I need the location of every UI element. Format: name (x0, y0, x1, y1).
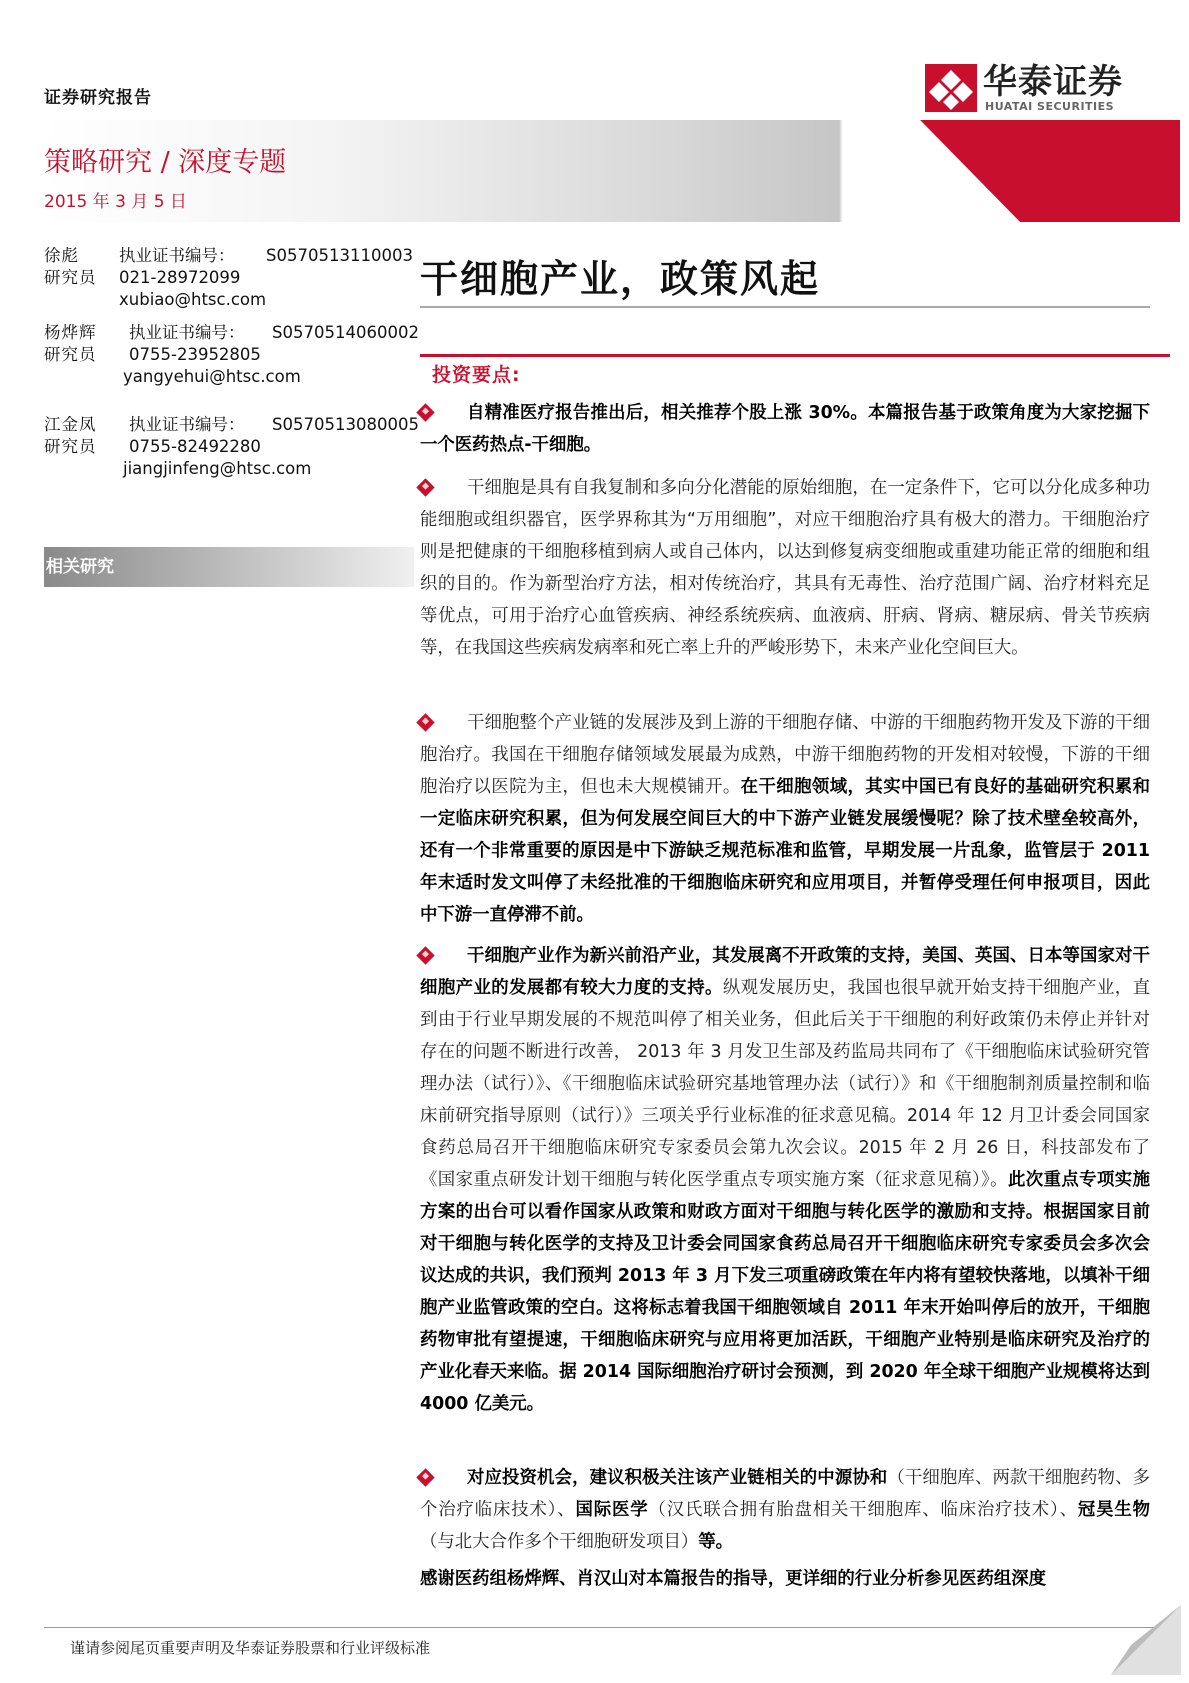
company-guoji-desc: （汉氏联合拥有胎盘相关干细胞库、临床治疗技术）、 (648, 1500, 1078, 1520)
company-guoji: 国际医学 (575, 1500, 649, 1520)
paragraph-6-text: 感谢医药组杨烨辉、肖汉山对本篇报告的指导，更详细的行业分析参见医药组深度 (420, 1569, 1047, 1589)
analyst-cert-label: 执业证书编号： (129, 415, 245, 434)
logo-cn-text: 华泰证券 (983, 62, 1123, 102)
paragraph-3-plain: 干细胞整个产业链的发展涉及到上游的干细胞存储、中游的干细胞药物开发及下游的干细胞治疗。我国在干细胞存储领域发展最为成熟，中游干细胞药物的开发相对较慢，下游的干细胞治疗以医院为主，但也未大规模铺开。 (420, 713, 1150, 797)
footer-disclaimer: 谨请参阅尾页重要声明及华泰证券股票和行业评级标准 (70, 1639, 431, 1657)
report-category: 策略研究 / 深度专题 (44, 147, 287, 178)
paragraph-5-text (420, 1462, 1150, 1558)
analyst-cert: S0570513110003 (266, 246, 413, 265)
paragraph-3-bold: 在干细胞领域，其实中国已有良好的基础研究积累和一定临床研究积累，但为何发展空间巨大的中下游产业链发展缓慢呢？除了技术壁垒较高外，还有一个非常重要的原因是中下游缺乏规范标准和监管，早期发展一片乱象，监管层于 2011 年末适时发文叫停了未经批准的干细胞临床研究和应用项目，并暂停受理任何申报项目，因此中下游一直停滞不前。 (420, 777, 1150, 925)
banner-red-shape (880, 120, 1180, 222)
analyst-phone: 021-28972099 (119, 268, 241, 287)
analyst-email[interactable]: jiangjinfeng@htsc.com (123, 459, 312, 478)
paragraph-3-text (420, 707, 1150, 931)
analyst-cert-label: 执业证书编号： (129, 323, 245, 342)
paragraph-5 (420, 1462, 1150, 1558)
analyst-card (44, 414, 424, 480)
paragraph-4-bold-a: 干细胞产业作为新兴前沿产业，其发展离不开政策的支持，美国、英国、日本等国家对干细胞产业的发展都有较大力度的支持。 (420, 946, 1150, 998)
analyst-name: 杨烨辉 (44, 323, 97, 342)
analyst-card (44, 245, 424, 311)
analyst-title: 研究员 (44, 437, 97, 456)
company-guanhao-desc: （与北大合作多个干细胞研发项目） (420, 1532, 699, 1552)
paragraph-2 (420, 472, 1150, 664)
company-zhongyuan: 对应投资机会，建议积极关注该产业链相关的中源协和 (467, 1468, 888, 1488)
company-zhongyuan-desc: （干细胞库、两款干细胞药物、多个治疗临床技术）、 (420, 1468, 1150, 1520)
analyst-card (44, 322, 424, 388)
footer-divider (44, 1627, 1180, 1628)
huatai-logo-icon (925, 64, 977, 112)
analyst-title: 研究员 (44, 345, 97, 364)
related-research-header (44, 547, 414, 587)
paragraph-4-bold-b: 此次重点专项实施方案的出台可以看作国家从政策和财政方面对干细胞与转化医学的激励和支持。根据国家目前对干细胞与转化医学的支持及卫计委会同国家食药总局召开干细胞临床研究专家委员会多次会议达成的共识，我们预判 2013 年 3 月下发三项重磅政策在年内将有望较快落地，以填补干细胞产业监管政策的空白。这将标志着我国干细胞领域自 2011 年末开始叫停后的放开，干细胞药物审批有望提速，干细胞临床研究与应用将更加活跃，干细胞产业特别是临床研究及治疗的产业化春天来临。据 2014 国际细胞治疗研讨会预测，到 2020 年全球干细胞产业规模将达到 4000 亿美元。 (420, 1170, 1150, 1414)
related-research-label: 相关研究 (46, 557, 114, 577)
huatai-logo (925, 62, 1125, 114)
highlights-label: 投资要点: (432, 364, 521, 386)
paragraph-1 (420, 397, 1150, 461)
company-guanhao: 冠昊生物 (1077, 1500, 1150, 1520)
paragraph-4-text (420, 940, 1150, 1420)
analyst-cert: S0570514060002 (272, 323, 419, 342)
analyst-name: 江金凤 (44, 415, 97, 434)
logo-en-text: HUATAI SECURITIES (985, 100, 1115, 113)
paragraph-4 (420, 940, 1150, 1420)
analyst-phone: 0755-82492280 (129, 437, 261, 456)
analyst-email[interactable]: xubiao@htsc.com (119, 290, 267, 309)
paragraph-1-text: 自精准医疗报告推出后，相关推荐个股上涨 30%。本篇报告基于政策角度为大家挖掘下一个医药热点-干细胞。 (420, 403, 1150, 455)
analyst-email[interactable]: yangyehui@htsc.com (123, 367, 301, 386)
analyst-name: 徐彪 (44, 246, 79, 265)
analyst-cert: S0570513080005 (272, 415, 419, 434)
paragraph-2-text: 干细胞是具有自我复制和多向分化潜能的原始细胞，在一定条件下，它可以分化成多种功能细胞或组织器官，医学界称其为“万用细胞”，对应干细胞治疗具有极大的潜力。干细胞治疗则是把健康的干细胞移植到病人或自己体内，以达到修复病变细胞或重建功能正常的细胞和组织的目的。作为新型治疗方法，相对传统治疗，其具有无毒性、治疗范围广阔、治疗材料充足等优点，可用于治疗心血管疾病、神经系统疾病、血液病、肝病、肾病、糖尿病、骨关节疾病等，在我国这些疾病发病率和死亡率上升的严峻形势下，未来产业化空间巨大。 (420, 478, 1150, 658)
title-divider (420, 306, 1150, 308)
paragraph-4-plain: 纵观发展历史，我国也很早就开始支持干细胞产业，直到由于行业早期发展的不规范叫停了相关业务，但此后关于干细胞的利好政策仍未停止并针对存在的问题不断进行改善， 2013 年 3 月发卫生部及药监局共同布了《干细胞临床试验研究管理办法（试行）》、《干细胞临床试验研究基地管理办法（试行）》和《干细胞制剂质量控制和临床前研究指导原则（试行）》三项关乎行业标准的征求意见稿。2014 年 12 月卫计委会同国家食药总局召开干细胞临床研究专家委员会第九次会议。2015 年 2 月 26 日，科技部发布了《国家重点研发计划干细胞与转化医学重点专项实施方案（征求意见稿）》。 (420, 978, 1150, 1190)
paragraph-5-end: 等。 (698, 1532, 734, 1552)
page-curl-icon (1091, 1605, 1181, 1675)
report-title: 干细胞产业，政策风起 (420, 256, 821, 301)
report-date: 2015 年 3 月 5 日 (44, 192, 187, 212)
highlights-divider (420, 354, 1170, 357)
paragraph-3 (420, 707, 1150, 931)
analyst-title: 研究员 (44, 268, 97, 287)
analyst-phone: 0755-23952805 (129, 345, 261, 364)
analyst-cert-label: 执业证书编号： (119, 246, 235, 265)
report-type-label: 证券研究报告 (44, 88, 152, 108)
paragraph-6 (420, 1563, 1150, 1595)
